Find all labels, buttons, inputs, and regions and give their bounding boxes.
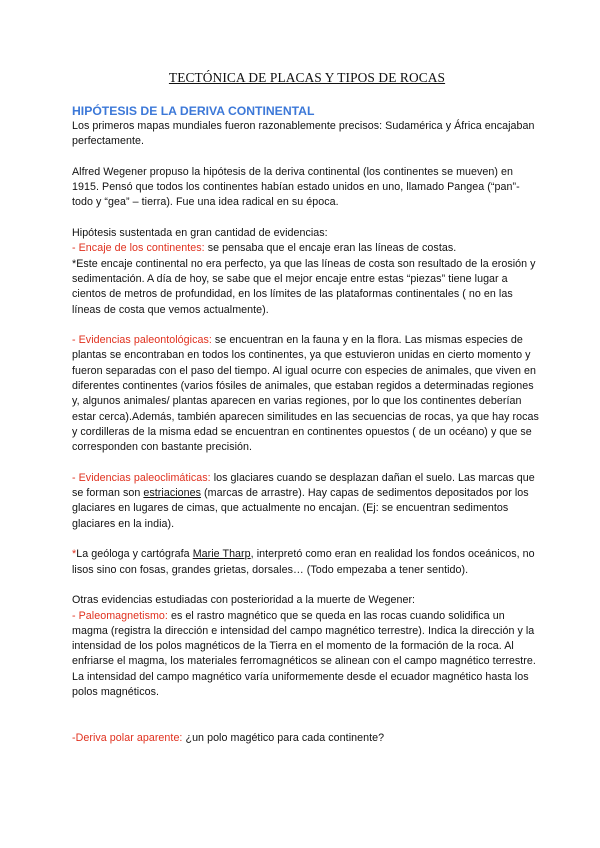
evidence-text-continental-fit: se pensaba que el encaje eran las líneas de costas. bbox=[204, 242, 457, 255]
term-striations: estriaciones bbox=[143, 487, 202, 500]
evidence-label-paleontological: - Evidencias paleontológicas: bbox=[72, 334, 212, 347]
evidence-text-polar-wander: ¿un polo magético para cada continente? bbox=[182, 731, 385, 744]
evidence-text-paleoclimatic-a: los glaciares cuando se desplazan dañan el suelo. Las marcas que se forman son bbox=[72, 471, 535, 500]
name-marie-tharp: Marie Tharp bbox=[192, 548, 251, 561]
document-title: TECTÓNICA DE PLACAS Y TIPOS DE ROCAS bbox=[168, 70, 446, 85]
evidence-paleomagnetism bbox=[72, 609, 542, 701]
paragraph-later-evidence: Otras evidencias estudiadas con posterioridad a la muerte de Wegener: bbox=[72, 594, 416, 607]
evidence-paleoclimatic bbox=[72, 471, 542, 532]
tharp-text-b: , interpretó como eran en realidad los fondos oceánicos, no lisos sino con fosas, grandes grietas, dorsales… (Todo empezaba a tener sentido). bbox=[72, 548, 535, 576]
paragraph-evidence-intro: Hipótesis sustentada en gran cantidad de evidencias: bbox=[72, 227, 328, 240]
section-heading: HIPÓTESIS DE LA DERIVA CONTINENTAL bbox=[72, 104, 315, 118]
evidence-label-paleomagnetism: - Paleomagnetismo: bbox=[72, 609, 168, 622]
evidence-text-paleomagnetism: es el rastro magnético que se queda en las rocas cuando solidifica un magma (registra la dirección e intensidad del campo magnético terrestre). Indica la dirección y la intensidad de los polos magnéticos de la Tierra en el momento de la formación de la roca. Al enfriarse el magma, los materiales ferromagnéticos se alinean con el campo magnético terrestre. La intensidad del campo magnético varía uniformemente desde el ecuador magnético hasta los polos magnéticos. bbox=[72, 609, 536, 698]
evidence-polar-wander bbox=[72, 731, 542, 746]
evidence-label-polar-wander: -Deriva polar aparente: bbox=[72, 731, 183, 744]
evidence-text-paleontological: se encuentran en la fauna y en la flora. Las mismas especies de plantas se encontraban en todos los continentes, ya que estuvieron unidas en cierto momento y fueron separadas con el paso del tiempo. Al igual ocurre con especies de animales, que viven en diferentes continentes (varios fósiles de animales, que estaban regidos a determinadas regiones y, algunos animales/ plantas aparecen en varias regiones, por lo que los continentes deberían estar cerca).Además, también aparecen similitudes en las secuencias de rocas, ya que hay rocas y cordilleras de la misma edad se encuentran en continentes opuestos ( de un océano) y que se corresponden con bastante precisión. bbox=[72, 334, 539, 454]
note-continental-fit: *Este encaje continental no era perfecto, ya que las líneas de costa son resultado de la erosión y sedimentación. A día de hoy, se sabe que el mejor encaje entre estas “piezas” tiene lugar a cientos de metros de profundidad, en los límites de las plataformas continentales ( no en las líneas de costa que vemos actualmente). bbox=[72, 257, 536, 316]
evidence-label-paleoclimatic: - Evidencias paleoclimáticas: bbox=[72, 471, 211, 484]
evidence-paleontological bbox=[72, 333, 542, 455]
paragraph-wegener: Alfred Wegener propuso la hipótesis de la deriva continental (los continentes se mueven) en 1915. Pensó que todos los continentes habían estado unidos en uno, llamado Pangea (“pan”- todo y “gea” – tierra). Fue una idea radical en su época. bbox=[72, 165, 520, 209]
evidence-text-paleoclimatic-b: (marcas de arrastre). Hay capas de sedimentos depositados por los glaciares en lugares de cimas, que actualmente no encajan. (Ej: se encuentran sedimentos glaciares en la india). bbox=[72, 487, 529, 530]
document-page bbox=[72, 70, 542, 746]
evidence-label-continental-fit: - Encaje de los continentes: bbox=[72, 242, 205, 255]
tharp-text-a: La geóloga y cartógrafa bbox=[76, 548, 193, 561]
paragraph-early-maps: Los primeros mapas mundiales fueron razonablemente precisos: Sudamérica y África encajaban perfectamente. bbox=[72, 120, 535, 148]
evidence-continental-fit bbox=[72, 241, 542, 256]
note-marie-tharp bbox=[72, 547, 542, 578]
asterisk-marker: * bbox=[72, 548, 77, 561]
